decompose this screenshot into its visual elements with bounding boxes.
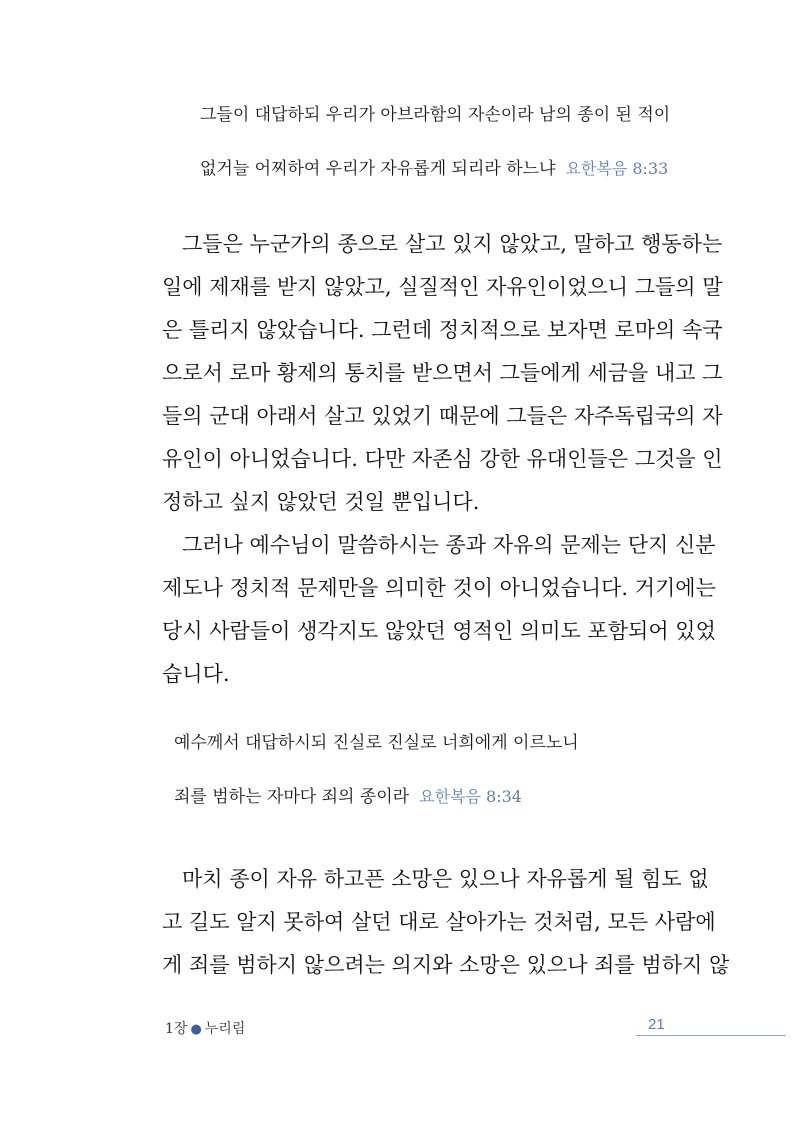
text-line: 제도나 정치적 문제만을 의미한 것이 아니었습니다. 거기에는 [162,576,716,600]
paragraph [162,858,730,987]
text-line: 그들은 누군가의 종으로 살고 있지 않았고, 말하고 행동하는 [182,232,723,256]
paragraph [162,524,716,696]
bullet-icon: ● [190,1022,202,1037]
text-line: 고 길도 알지 못하여 살던 대로 살아가는 것처럼, 모든 사람에 [162,910,716,934]
text-line: 게 죄를 범하지 않으려는 의지와 소망은 있으나 죄를 범하지 않 [162,953,730,977]
section-label: 누리림 [204,1021,246,1037]
quote-line [174,770,634,824]
scripture-reference: 요한복음 8:33 [565,159,669,178]
body-text-2 [162,858,730,987]
quote-line: 그들이 대답하되 우리가 아브라함의 자손이라 남의 종이 된 적이 [200,105,671,125]
text-line: 당시 사람들이 생각지도 않았던 영적인 의미도 포함되어 있었 [162,619,716,643]
paragraph [162,223,723,524]
text-line: 유인이 아니었습니다. 다만 자존심 강한 유대인들은 그것을 인 [162,447,723,471]
text-line: 들의 군대 아래서 살고 있었기 때문에 그들은 자주독립국의 자 [162,404,723,428]
text-line: 일에 제재를 받지 않았고, 실질적인 자유인이었으니 그들의 말 [162,275,723,299]
page-number: 21 [636,1016,786,1036]
text-line: 마치 종이 자유 하고픈 소망은 있으나 자유롭게 될 힘도 없 [182,867,709,891]
running-footer [165,1018,245,1038]
scripture-quote-2 [174,716,634,824]
text-line: 은 틀리지 않았습니다. 그런데 정치적으로 보자면 로마의 속국 [162,318,723,342]
scripture-reference: 요한복음 8:34 [419,787,522,806]
scripture-quote-1 [200,88,671,196]
text-line: 정하고 싶지 않았던 것일 뿐입니다. [162,490,480,514]
text-line: 으로서 로마 황제의 통치를 받으면서 그들에게 세금을 내고 그 [162,361,723,385]
quote-line: 예수께서 대답하시되 진실로 진실로 너희에게 이르노니 [174,733,579,753]
body-text-1 [162,223,723,696]
quote-text: 죄를 범하는 자마다 죄의 종이라 [174,787,410,807]
quote-text: 없거늘 어찌하여 우리가 자유롭게 되리라 하느냐 [200,159,556,179]
chapter-label: 1장 [165,1021,188,1037]
text-line: 그러나 예수님이 말씀하시는 종과 자유의 문제는 단지 신분 [182,533,716,557]
quote-line [200,142,669,196]
text-line: 습니다. [162,662,230,686]
